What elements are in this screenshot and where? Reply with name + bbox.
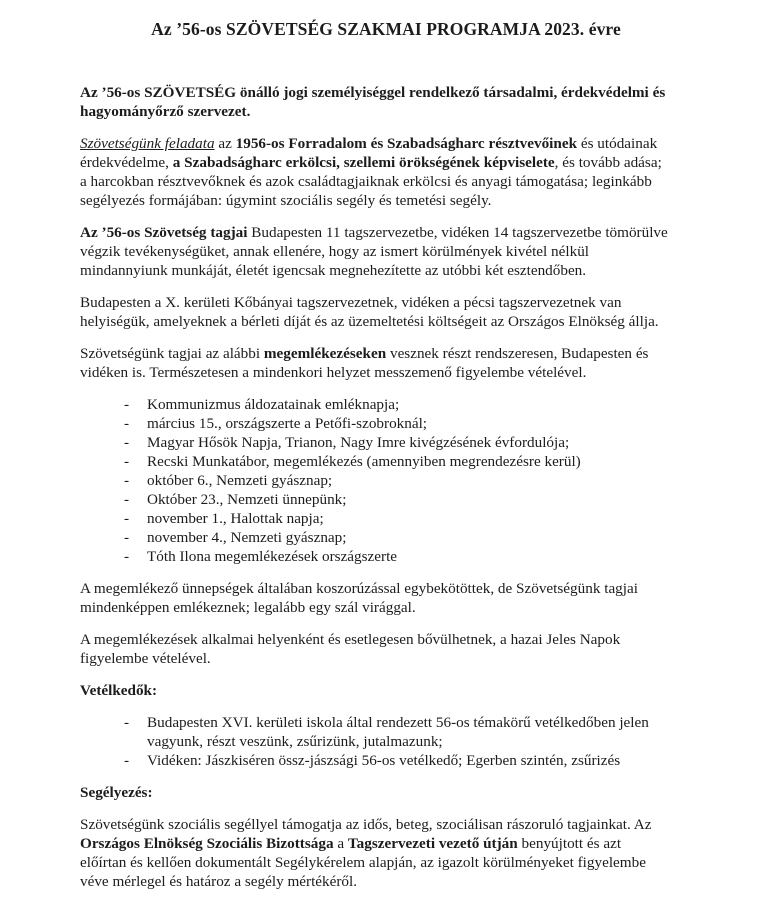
list-item [80, 414, 670, 433]
commemorations-text-1: Szövetségünk tagjai az alábbi [80, 345, 264, 362]
task-text-1: az [214, 135, 236, 152]
commemorations-bold: megemlékezéseken [263, 345, 387, 362]
rent-paragraph: Budapesten a X. kerületi Kőbányai tagszervezetnek, vidéken a pécsi tagszervezetnek van helyiségük, amelyeknek a bérleti díját és az üzemeltetési költségeit az Országos Elnökség állja. [80, 294, 659, 330]
list-item-text: november 4., Nemzeti gyásznap; [147, 529, 347, 546]
list-item [80, 528, 670, 547]
list-item-text: Október 23., Nemzeti ünnepünk; [147, 491, 347, 508]
task-paragraph [80, 134, 670, 210]
expand-paragraph: A megemlékezések alkalmai helyenként és esetlegesen bővülhetnek, a hazai Jeles Napok figyelembe vételével. [80, 631, 621, 667]
dash-bullet: - [124, 415, 130, 432]
dash-bullet: - [124, 491, 130, 508]
list-item [80, 751, 670, 770]
list-item [80, 547, 670, 566]
dash-bullet: - [124, 752, 130, 769]
commemorations-paragraph [80, 344, 670, 382]
dash-bullet: - [124, 434, 130, 451]
list-item-text: Magyar Hősök Napja, Trianon, Nagy Imre kivégzésének évfordulója; [147, 434, 570, 451]
competitions-heading: Vetélkedők: [80, 682, 158, 699]
wreath-paragraph: A megemlékező ünnepségek általában koszorúzással egybekötöttek, de Szövetségünk tagjai mindenképpen emlékeznek; legalább egy szál virággal. [80, 580, 638, 616]
dash-bullet: - [124, 453, 130, 470]
aid-bold-2: Tagszervezeti vezető útján [347, 835, 518, 852]
task-label: Szövetségünk feladata [80, 135, 215, 152]
page-title: Az ’56-os SZÖVETSÉG SZAKMAI PROGRAMJA 2023. évre [151, 19, 621, 39]
commemorations-text-2: vesznek részt rendszeresen, Budapesten és vidéken is. Természetesen a mindenkori helyzet messzemenő figyelembe vételével. [80, 345, 649, 381]
task-text-3: , és tovább adása; a harcokban résztvevőknek és azok családtagjaiknak erkölcsi és anyagi támogatása; leginkább segélyezés formájában: úgymint szociális segély és temetési segély. [80, 154, 662, 209]
intro-bold: Az ’56-os SZÖVETSÉG önálló jogi személyiséggel rendelkező társadalmi, érdekvédelmi és hagyományőrző szervezet. [80, 84, 666, 120]
aid-paragraph [80, 815, 670, 891]
list-item-text: Recski Munkatábor, megemlékezés (amennyiben megrendezésre kerül) [147, 453, 581, 470]
list-item [80, 433, 670, 452]
aid-heading: Segélyezés: [80, 784, 153, 801]
document-body [80, 83, 670, 891]
list-item-text: Budapesten XVI. kerületi iskola által rendezett 56-os témakörű vetélkedőben jelen vagyunk, részt veszünk, zsűrizünk, jutalmazunk; [147, 714, 649, 750]
aid-text-1: Szövetségünk szociális segéllyel támogatja az idős, beteg, szociálisan rászoruló tagjainkat. Az [80, 816, 652, 833]
list-item [80, 713, 670, 751]
dash-bullet: - [124, 714, 130, 731]
dash-bullet: - [124, 529, 130, 546]
list-item-text: Vidéken: Jászkiséren össz-jászsági 56-os vetélkedő; Egerben szintén, zsűrizés [147, 752, 621, 769]
task-bold-2: a Szabadságharc erkölcsi, szellemi örökségének képviselete [172, 154, 555, 171]
aid-text-3: benyújtott és azt előírtan és kellően dokumentált Segélykérelem alapján, az igazolt körülményeket figyelembe véve mérlegel és határoz a segély mértékéről. [80, 835, 646, 890]
list-item-text: Kommunizmus áldozatainak emléknapja; [147, 396, 400, 413]
aid-text-2: a [333, 835, 348, 852]
members-paragraph [80, 223, 670, 280]
dash-bullet: - [124, 510, 130, 527]
list-item-text: Tóth Ilona megemlékezések országszerte [147, 548, 398, 565]
intro-paragraph [80, 83, 670, 121]
task-bold-1: 1956-os Forradalom és Szabadságharc résztvevőinek [235, 135, 578, 152]
list-item [80, 490, 670, 509]
dash-bullet: - [124, 472, 130, 489]
aid-bold-1: Országos Elnökség Szociális Bizottsága [80, 835, 334, 852]
dash-bullet: - [124, 548, 130, 565]
list-item-text: október 6., Nemzeti gyásznap; [147, 472, 333, 489]
list-item [80, 471, 670, 490]
competitions-list [80, 713, 670, 770]
list-item-text: március 15., országszerte a Petőfi-szobroknál; [147, 415, 428, 432]
members-text: Budapesten 11 tagszervezetbe, vidéken 14 tagszervezetbe tömörülve végzik tevékenységüket, annak ellenére, hogy az ismert körülmények kivétel nélkül mindannyiunk munkáját, életét igencsak megnehezítette az utóbbi két esztendőben. [80, 224, 668, 279]
list-item [80, 395, 670, 414]
list-item [80, 509, 670, 528]
list-item [80, 452, 670, 471]
list-item-text: november 1., Halottak napja; [147, 510, 324, 527]
dash-bullet: - [124, 396, 130, 413]
members-label: Az ’56-os Szövetség tagjai [80, 224, 248, 241]
commemorations-list [80, 395, 670, 566]
task-text-2: és utódainak érdekvédelme, [80, 135, 658, 171]
